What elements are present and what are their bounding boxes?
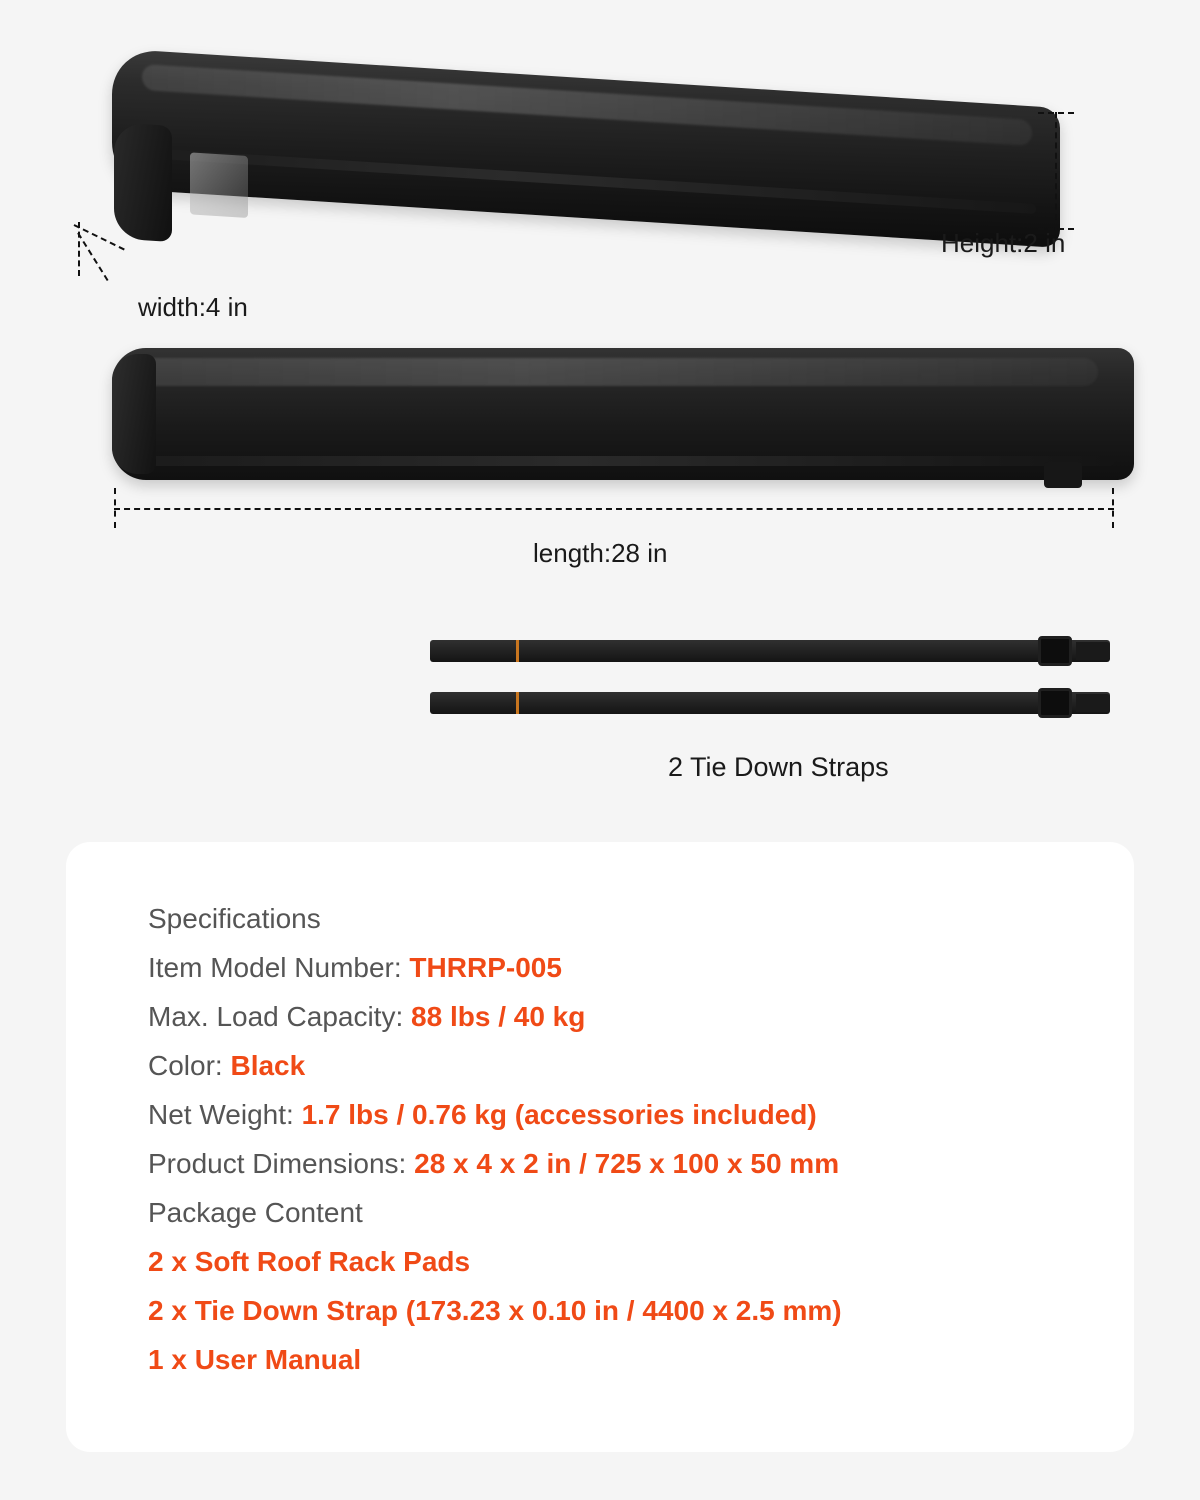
height-callout-line bbox=[1055, 112, 1057, 230]
pad-end-cap bbox=[112, 354, 156, 474]
strap-stitch bbox=[516, 692, 519, 714]
length-callout-tick-right bbox=[1112, 488, 1114, 528]
strap-stitch bbox=[516, 640, 519, 662]
spec-row-load-capacity bbox=[148, 992, 1134, 1041]
spec-row-color bbox=[148, 1041, 1134, 1090]
strap-buckle bbox=[1038, 688, 1072, 718]
spec-value: 28 x 4 x 2 in / 725 x 100 x 50 mm bbox=[414, 1148, 840, 1179]
pad-pull-tab bbox=[1044, 462, 1082, 488]
spec-label: Net Weight: bbox=[148, 1099, 294, 1130]
pad-highlight bbox=[138, 358, 1098, 386]
spec-label: Item Model Number: bbox=[148, 952, 402, 983]
pad-label-patch bbox=[190, 152, 248, 218]
width-label: width:4 in bbox=[138, 292, 248, 322]
spec-value: Black bbox=[230, 1050, 306, 1081]
straps-caption: 2 Tie Down Straps bbox=[668, 752, 889, 782]
tie-down-strap-1 bbox=[430, 640, 1110, 662]
roof-rack-pad-angled-view bbox=[112, 108, 1060, 248]
spec-label: Product Dimensions: bbox=[148, 1148, 407, 1179]
pad-seam bbox=[134, 456, 1114, 466]
height-label: Height:2 in bbox=[941, 228, 1066, 258]
strap-tip bbox=[1076, 694, 1110, 712]
spec-row-model bbox=[148, 943, 1134, 992]
tie-down-strap-2 bbox=[430, 692, 1110, 714]
specifications-card bbox=[66, 842, 1134, 1452]
height-callout-tick-top bbox=[1038, 112, 1074, 114]
package-item-pads: 2 x Soft Roof Rack Pads bbox=[148, 1246, 471, 1277]
width-callout-tick bbox=[78, 222, 80, 276]
spec-value: THRRP-005 bbox=[409, 952, 562, 983]
spec-label: Max. Load Capacity: bbox=[148, 1001, 404, 1032]
spec-label: Color: bbox=[148, 1050, 223, 1081]
spec-row-net-weight bbox=[148, 1090, 1134, 1139]
pad-end-cap bbox=[114, 122, 172, 242]
length-label: length:28 in bbox=[533, 538, 668, 568]
length-callout-tick-left bbox=[114, 488, 116, 528]
spec-row-product-dimensions bbox=[148, 1139, 1134, 1188]
strap-buckle bbox=[1038, 636, 1072, 666]
specifications-title: Specifications bbox=[148, 903, 321, 934]
package-content-title: Package Content bbox=[148, 1197, 363, 1228]
spec-value: 1.7 lbs / 0.76 kg (accessories included) bbox=[301, 1099, 817, 1130]
roof-rack-pad-side-view bbox=[112, 348, 1134, 480]
strap-tip bbox=[1076, 642, 1110, 660]
spec-value: 88 lbs / 40 kg bbox=[411, 1001, 586, 1032]
package-item-manual: 1 x User Manual bbox=[148, 1344, 362, 1375]
length-callout-line bbox=[114, 508, 1114, 510]
package-item-straps: 2 x Tie Down Strap (173.23 x 0.10 in / 4400 x 2.5 mm) bbox=[148, 1295, 842, 1326]
